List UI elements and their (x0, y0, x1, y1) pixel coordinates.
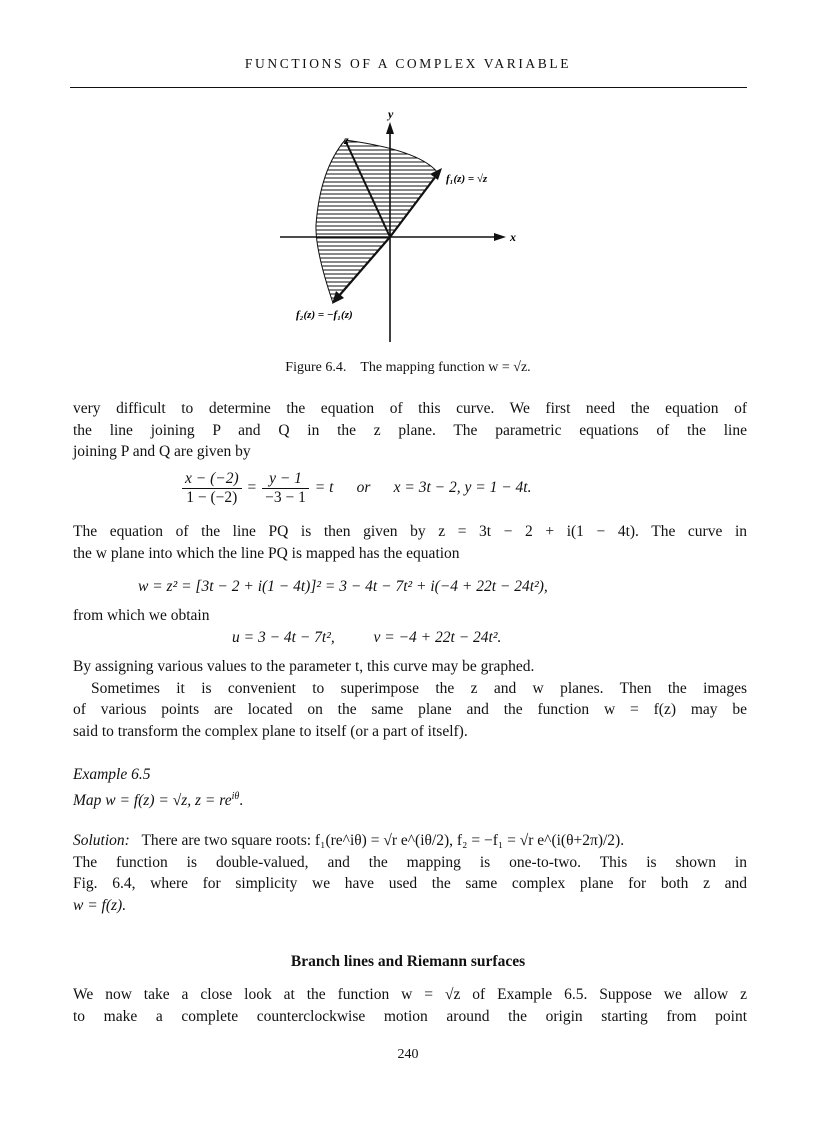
solution-line-1: There are two square roots: f₁(re^iθ) = √r e^(iθ/2), f₂ = −f₁ = √r e^(i(θ+2π)/2). (141, 832, 625, 849)
f1-label: f₁(z) = √z (446, 173, 488, 185)
y-axis-arrow-icon (386, 122, 394, 134)
y-axis-label: y (388, 107, 394, 121)
text-line: the w plane into which the line PQ is mapped has the equation (73, 544, 460, 562)
text-line: Fig. 6.4, where for simplicity we have used the same complex plane for both z and (73, 875, 747, 892)
text-line: w = f(z). (73, 896, 127, 914)
example-title: Example 6.5 (73, 766, 151, 783)
page-number: 240 (397, 1047, 419, 1062)
caption-label: Figure 6.4. (285, 360, 347, 375)
z-vector (346, 142, 390, 237)
text-line: of various points are located on the same plane and the function w = f(z) may be (73, 701, 747, 718)
text-line: very difficult to determine the equation of this curve. We first need the equation of (73, 400, 747, 417)
caption-text: The mapping function w = √z. (360, 360, 531, 375)
solution-block (73, 830, 747, 916)
x-axis-arrow-icon (494, 233, 506, 241)
text-line: The equation of the line PQ is then given by z = 3t − 2 + i(1 − 4t). The curve in (73, 523, 747, 540)
text-line: said to transform the complex plane to itself (or a part of itself). (73, 722, 468, 740)
text-line (73, 830, 747, 852)
header-rule (70, 87, 747, 88)
example-text: Map w = f(z) = √z, z = re (73, 791, 232, 809)
x-axis-label: x (510, 230, 516, 244)
text-line: the line joining P and Q in the z plane. The parametric equations of the line (73, 421, 747, 439)
fraction-denominator: −3 − 1 (265, 489, 306, 506)
figure-6-4 (270, 100, 530, 350)
arc-left (316, 140, 345, 303)
running-head: FUNCTIONS OF A COMPLEX VARIABLE (244, 56, 572, 71)
f1-vector (390, 176, 436, 237)
text-line: The function is double-valued, and the mapping is one-to-two. This is shown in (73, 853, 747, 871)
equals-sign: = (247, 479, 257, 497)
example-sup: iθ (231, 790, 240, 802)
paragraph-2 (73, 521, 747, 564)
fraction-numerator: y − 1 (262, 470, 309, 489)
text-line: to make a complete counterclockwise motion around the origin starting from point (73, 1007, 747, 1025)
figure-caption (0, 360, 816, 376)
example-block (73, 764, 747, 811)
text-line: By assigning various values to the parameter t, this curve may be graphed. (73, 658, 535, 675)
equation-1 (180, 470, 532, 507)
paragraph-3 (73, 605, 747, 627)
section-heading: Branch lines and Riemann surfaces (290, 953, 526, 970)
paragraph-5 (73, 984, 747, 1027)
equation-1-rest: = t or x = 3t − 2, y = 1 − 4t. (314, 479, 532, 497)
text-line: joining P and Q are given by (73, 443, 251, 460)
paragraph-1 (73, 398, 747, 463)
fraction-x (182, 470, 242, 507)
text-line: from which we obtain (73, 607, 210, 624)
solution-label: Solution: (73, 832, 130, 849)
fraction-numerator: x − (−2) (182, 470, 242, 489)
fraction-y (262, 470, 309, 507)
fraction-denominator: 1 − (−2) (186, 489, 238, 506)
f2-label: f₂(z) = −f₁(z) (296, 309, 353, 321)
example-statement: Map w = f(z) = √z, $z = re^{i\theta}$. (73, 790, 244, 809)
equation-3: u = 3 − 4t − 7t², v = −4 + 22t − 24t². (232, 629, 502, 646)
text-line: We now take a close look at the function w = √z of Example 6.5. Suppose we allow z (73, 986, 747, 1003)
equation-2: w = z² = [3t − 2 + i(1 − 4t)]² = 3 − 4t − 7t² + i(−4 + 22t − 24t²), (138, 578, 548, 595)
z-label: z (344, 133, 349, 147)
text-line: Sometimes it is convenient to superimpose the z and w planes. Then the images (91, 679, 747, 697)
paragraph-4 (73, 656, 747, 742)
